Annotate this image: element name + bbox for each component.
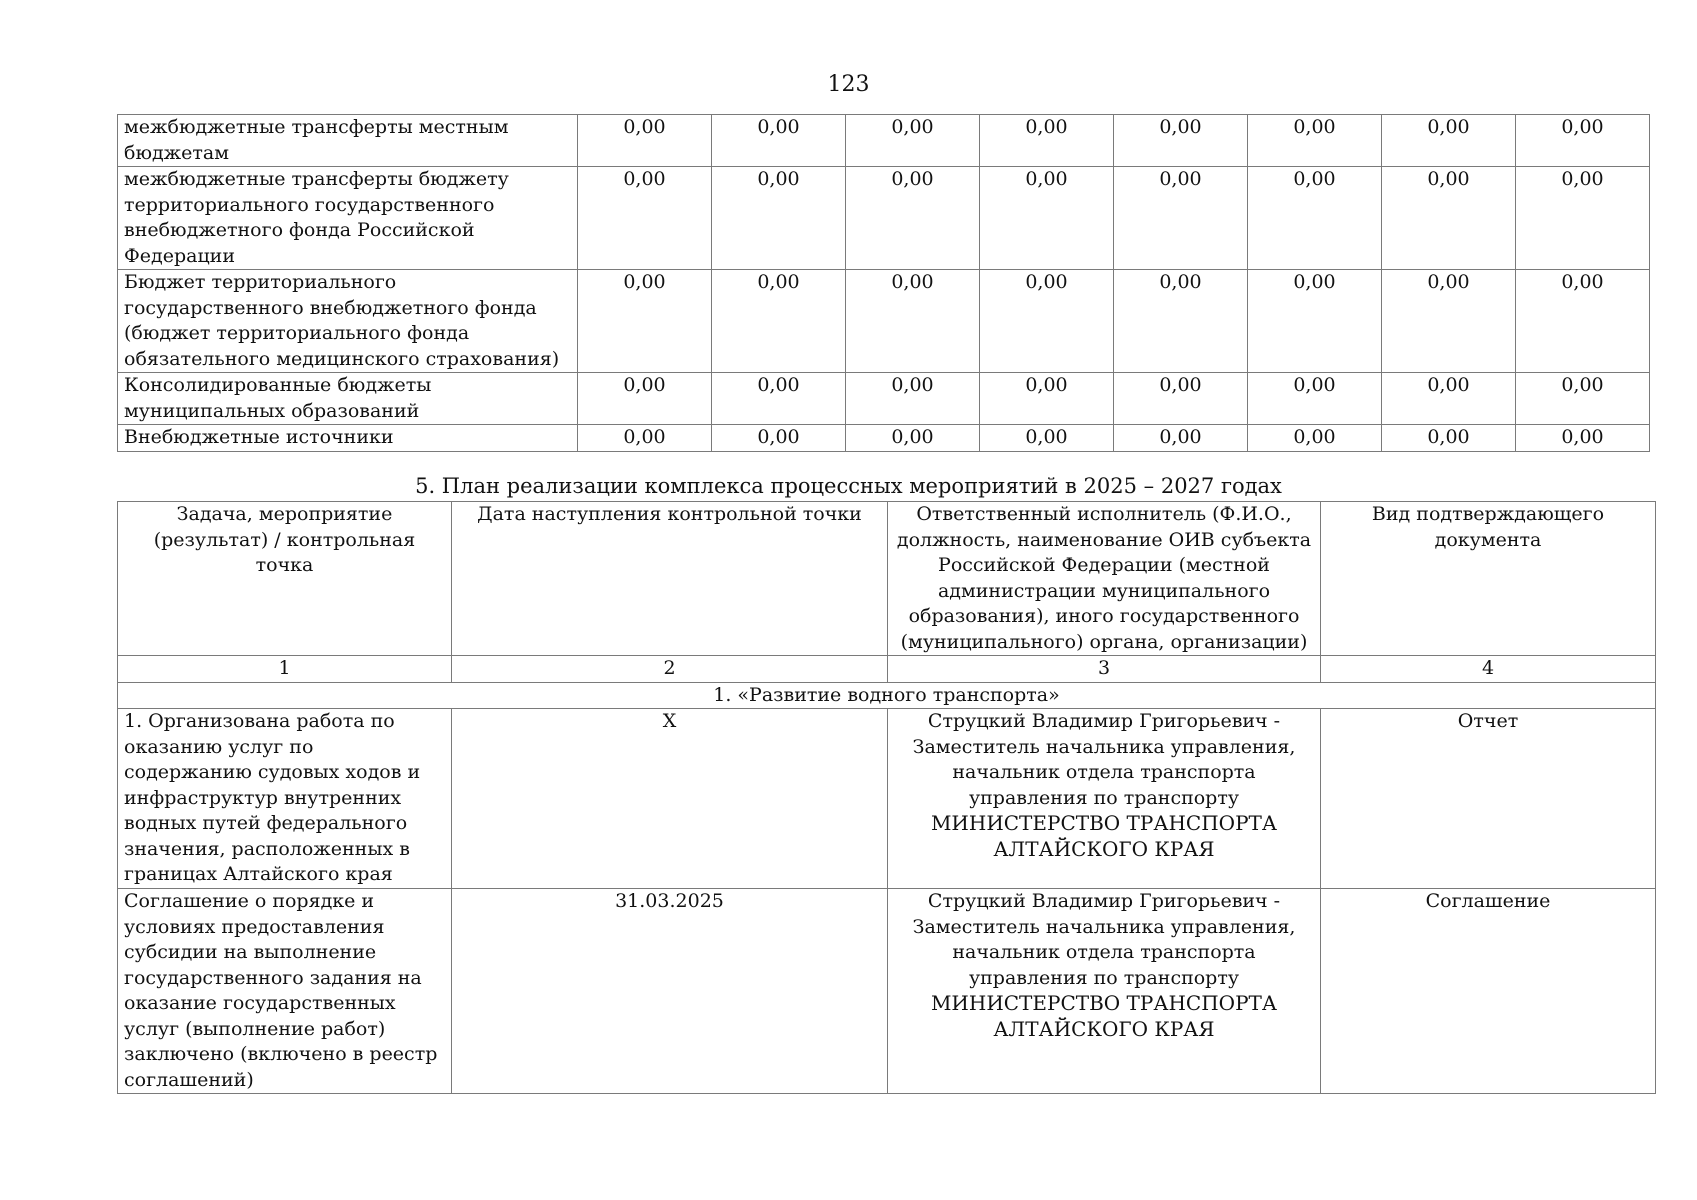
finance-value-cell: 0,00: [1248, 373, 1382, 425]
date-cell: X: [452, 709, 888, 889]
date-cell: 31.03.2025: [452, 889, 888, 1094]
page-number: 123: [827, 72, 870, 97]
plan-header-row: [118, 502, 1656, 656]
plan-table: [117, 501, 1656, 1094]
finance-value-cell: 0,00: [1382, 167, 1516, 270]
finance-value-cell: 0,00: [846, 115, 980, 167]
finance-value-cell: 0,00: [1248, 115, 1382, 167]
section-title: 5. План реализации комплекса процессных мероприятий в 2025 – 2027 годах: [415, 474, 1282, 498]
finance-row: [118, 115, 1650, 167]
task-cell: 1. Организована работа по оказанию услуг по содержанию судовых ходов и инфраструктур внутренних водных путей федерального значения, расположенных в границах Алтайского края: [118, 709, 452, 889]
finance-value-cell: 0,00: [578, 270, 712, 373]
finance-value-cell: 0,00: [980, 115, 1114, 167]
plan-group-row: [118, 682, 1656, 709]
finance-value-cell: 0,00: [1114, 270, 1248, 373]
plan-row: [118, 889, 1656, 1094]
executor-name: Струцкий Владимир Григорьевич - Заместитель начальника управления, начальник отдела транспорта управления по транспорту: [912, 890, 1296, 989]
column-number: 4: [1321, 656, 1656, 683]
finance-value-cell: 0,00: [1516, 115, 1650, 167]
header-executor: Ответственный исполнитель (Ф.И.О., должность, наименование ОИВ субъекта Российской Федерации (местной администрации муниципального образования), иного государственного (муниципального) органа, организации): [888, 502, 1321, 656]
task-cell: Соглашение о порядке и условиях предоставления субсидии на выполнение государственного задания на оказание государственных услуг (выполнение работ) заключено (включено в реестр соглашений): [118, 889, 452, 1094]
finance-value-cell: 0,00: [846, 425, 980, 452]
plan-column-numbers-row: [118, 656, 1656, 683]
finance-value-cell: 0,00: [578, 425, 712, 452]
executor-cell: [888, 709, 1321, 889]
finance-value-cell: 0,00: [980, 270, 1114, 373]
finance-value-cell: 0,00: [1382, 270, 1516, 373]
finance-row: [118, 167, 1650, 270]
finance-value-cell: 0,00: [980, 373, 1114, 425]
finance-row-label: Консолидированные бюджеты муниципальных образований: [118, 373, 578, 425]
finance-row-label: межбюджетные трансферты бюджету территориального государственного внебюджетного фонда Российской Федерации: [118, 167, 578, 270]
finance-value-cell: 0,00: [712, 425, 846, 452]
column-number: 2: [452, 656, 888, 683]
finance-value-cell: 0,00: [1382, 115, 1516, 167]
column-number: 3: [888, 656, 1321, 683]
finance-value-cell: 0,00: [712, 167, 846, 270]
executor-cell: [888, 889, 1321, 1094]
finance-value-cell: 0,00: [712, 270, 846, 373]
finance-value-cell: 0,00: [578, 167, 712, 270]
finance-value-cell: 0,00: [1248, 270, 1382, 373]
finance-value-cell: 0,00: [846, 167, 980, 270]
finance-value-cell: 0,00: [980, 167, 1114, 270]
header-document: Вид подтверждающего документа: [1321, 502, 1656, 656]
column-number: 1: [118, 656, 452, 683]
finance-value-cell: 0,00: [712, 373, 846, 425]
group-title: 1. «Развитие водного транспорта»: [118, 682, 1656, 709]
document-cell: Отчет: [1321, 709, 1656, 889]
plan-row: [118, 709, 1656, 889]
finance-row: [118, 270, 1650, 373]
finance-value-cell: 0,00: [846, 373, 980, 425]
finance-value-cell: 0,00: [712, 115, 846, 167]
finance-value-cell: 0,00: [1114, 373, 1248, 425]
finance-value-cell: 0,00: [980, 425, 1114, 452]
finance-value-cell: 0,00: [1114, 115, 1248, 167]
finance-value-cell: 0,00: [1248, 167, 1382, 270]
finance-row-label: межбюджетные трансферты местным бюджетам: [118, 115, 578, 167]
finance-value-cell: 0,00: [578, 115, 712, 167]
finance-value-cell: 0,00: [1516, 167, 1650, 270]
finance-value-cell: 0,00: [1516, 425, 1650, 452]
finance-row: [118, 425, 1650, 452]
executor-organization: МИНИСТЕРСТВО ТРАНСПОРТА АЛТАЙСКОГО КРАЯ: [930, 991, 1278, 1041]
document-cell: Соглашение: [1321, 889, 1656, 1094]
finance-value-cell: 0,00: [1248, 425, 1382, 452]
header-task: Задача, мероприятие (результат) / контрольная точка: [118, 502, 452, 656]
finance-row-label: Бюджет территориального государственного внебюджетного фонда (бюджет территориального фонда обязательного медицинского страхования): [118, 270, 578, 373]
finance-value-cell: 0,00: [846, 270, 980, 373]
finance-row: [118, 373, 1650, 425]
finance-value-cell: 0,00: [1382, 425, 1516, 452]
finance-value-cell: 0,00: [1114, 167, 1248, 270]
finance-value-cell: 0,00: [1516, 373, 1650, 425]
finance-table: [117, 114, 1650, 452]
finance-row-label: Внебюджетные источники: [118, 425, 578, 452]
header-date: Дата наступления контрольной точки: [452, 502, 888, 656]
finance-value-cell: 0,00: [1516, 270, 1650, 373]
finance-value-cell: 0,00: [1382, 373, 1516, 425]
finance-value-cell: 0,00: [1114, 425, 1248, 452]
executor-organization: МИНИСТЕРСТВО ТРАНСПОРТА АЛТАЙСКОГО КРАЯ: [930, 811, 1278, 861]
finance-value-cell: 0,00: [578, 373, 712, 425]
executor-name: Струцкий Владимир Григорьевич - Заместитель начальника управления, начальник отдела транспорта управления по транспорту: [912, 710, 1296, 809]
